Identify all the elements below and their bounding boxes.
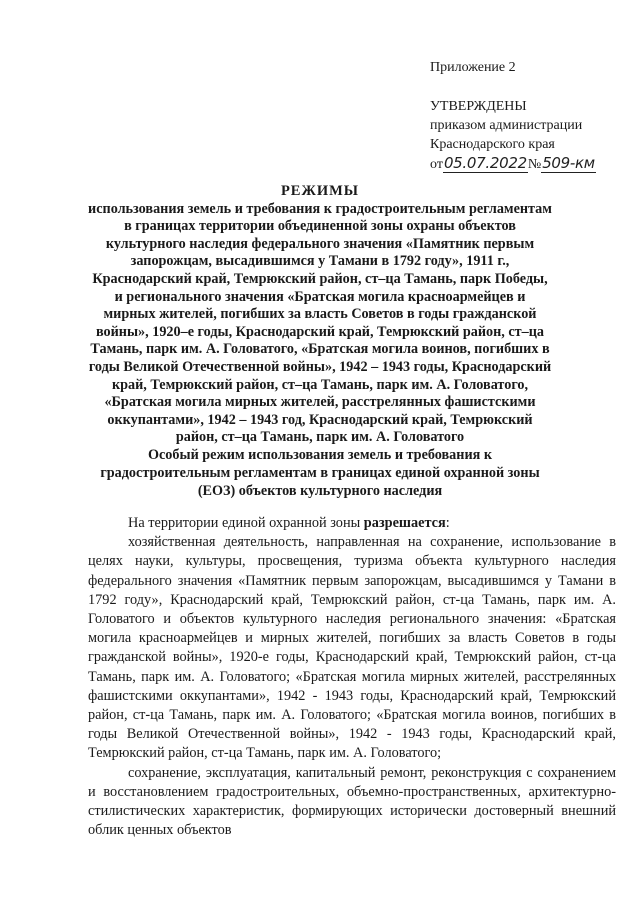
paragraph-2: сохранение, эксплуатация, капитальный ремонт, реконструкция с сохранением и восстановлением градостроительных, объемно-пространственных, архитектурно-стилистических характеристик, формирующих исторически достоверный внешний облик ценных объектов [88, 764, 616, 839]
handwritten-number: 509-км [542, 154, 595, 172]
approval-line-1: приказом администрации [430, 118, 583, 133]
document-title [88, 183, 552, 447]
approval-block [430, 58, 635, 174]
section-subtitle: Особый режим использования земель и требования к градостроительным регламентам в границах единой охранной зоны (ЕОЗ) объектов культурного наследия [100, 447, 540, 499]
title-text: использования земель и требования к градостроительным регламентам в границах территории объединенной зоны охраны объектов культурного наследия федерального значения «Памятник первым запорожцам, высадившимся у Тамани в 1792 году», 1911 г., Краснодарский край, Темрюкский район, ст–ца Тамань, парк Победы, и регионального значения «Братская могила красноармейцев и мирных жителей, погибших за власть Советов в годы гражданской войны», 1920–е годы, Краснодарский край, Темрюкский район, ст–ца Тамань, парк им. А. Головатого, «Братская могила воинов, погибших в годы Великой Отечественной войны», 1942 – 1943 годы, Краснодарский край, Темрюкский район, ст–ца Тамань, парк им. А. Головатого, «Братская могила мирных жителей, расстрелянных фашистскими оккупантами», 1942 – 1943 год, Краснодарский край, Темрюкский район, ст–ца Тамань, парк им. А. Головатого [88, 200, 552, 446]
paragraph-1: хозяйственная деятельность, направленная на сохранение, использование в целях науки, культуры, просвещения, туризма объекта культурного наследия федерального значения «Памятник первым запорожцам, высадившимся у Тамани в 1792 году», Краснодарский край, Темрюкский район, ст-ца Тамань, парк им. А. Головатого и объектов культурного наследия регионального значения: «Братская могила красноармейцев и мирных жителей, погибших за власть Советов в годы гражданской войны», 1920-е годы, Краснодарский край, Темрюкский район, ст-ца Тамань, парк им. А. Головатого; «Братская могила мирных жителей, расстрелянных фашистскими оккупантами», 1942 - 1943 годы, Краснодарский край, Темрюкский район, ст-ца Тамань, парк им. А. Головатого; «Братская могила воинов, погибших в годы Великой Отечественной войны», 1942 - 1943 годы, Краснодарский край, Темрюкский район, ст-ца Тамань, парк им. А. Головатого; [88, 534, 616, 762]
approval-date-line [430, 154, 635, 174]
from-prefix: от [430, 157, 443, 172]
intro-prefix: На территории единой охранной зоны [128, 515, 364, 531]
intro-bold: разрешается [363, 515, 446, 531]
appendix-label: Приложение 2 [430, 60, 516, 75]
approved-label: УТВЕРЖДЕНЫ [430, 99, 527, 114]
handwritten-date: 05.07.2022 [443, 154, 527, 172]
document-body [88, 514, 616, 840]
intro-paragraph [88, 514, 616, 533]
intro-suffix: : [445, 515, 450, 531]
number-label: № [527, 157, 542, 172]
approval-line-2: Краснодарского края [430, 137, 555, 152]
title-heading: РЕЖИМЫ [280, 183, 360, 199]
